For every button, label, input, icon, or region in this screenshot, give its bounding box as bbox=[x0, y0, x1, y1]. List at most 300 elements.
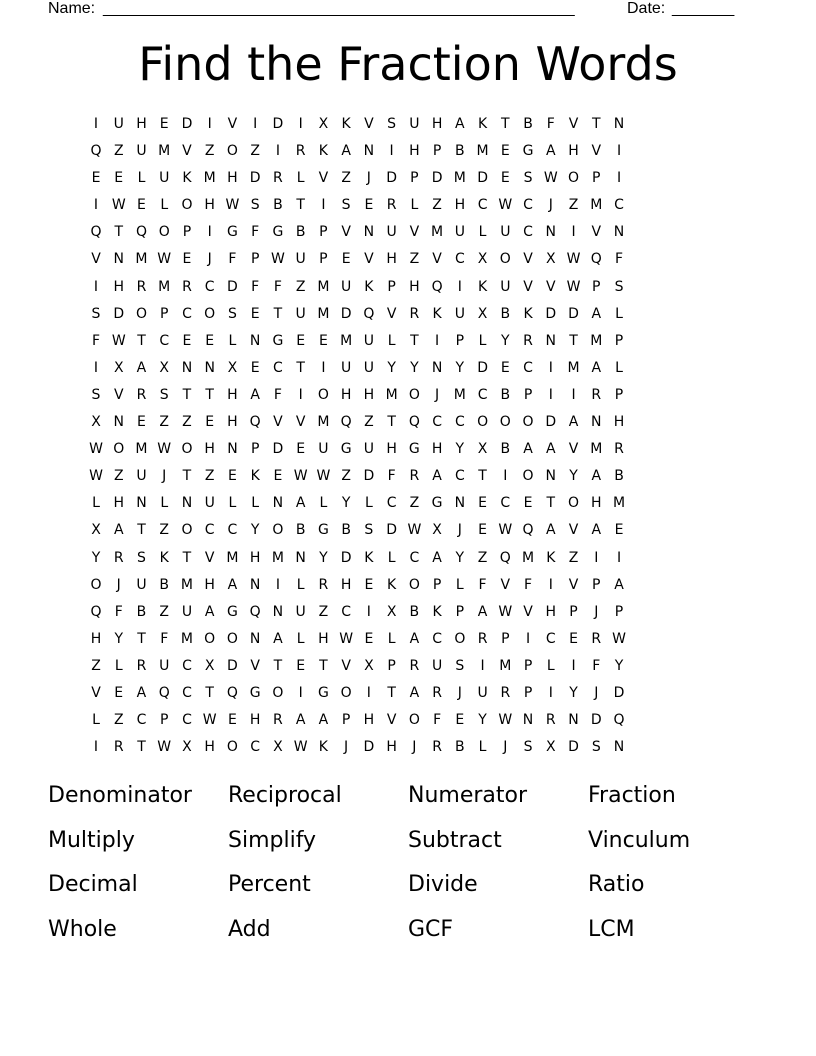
grid-letter[interactable]: X bbox=[159, 359, 170, 376]
grid-letter[interactable]: Y bbox=[455, 441, 465, 458]
grid-letter[interactable]: Z bbox=[341, 468, 351, 485]
grid-letter[interactable]: Z bbox=[295, 278, 306, 295]
grid-letter[interactable]: C bbox=[409, 549, 420, 566]
grid-letter[interactable]: I bbox=[207, 116, 212, 132]
grid-letter[interactable]: N bbox=[113, 251, 124, 268]
grid-letter[interactable]: P bbox=[319, 251, 328, 268]
grid-letter[interactable]: R bbox=[477, 630, 488, 647]
grid-letter[interactable]: A bbox=[409, 684, 420, 701]
grid-letter[interactable]: C bbox=[204, 522, 215, 539]
grid-letter[interactable]: E bbox=[182, 251, 192, 268]
grid-letter[interactable]: L bbox=[478, 739, 487, 756]
grid-letter[interactable]: H bbox=[136, 116, 147, 132]
grid-letter[interactable]: T bbox=[501, 116, 510, 132]
grid-letter[interactable]: F bbox=[387, 468, 396, 485]
grid-letter[interactable]: N bbox=[249, 576, 261, 593]
grid-letter[interactable]: P bbox=[182, 224, 192, 241]
grid-letter[interactable]: B bbox=[159, 576, 170, 593]
grid-letter[interactable]: P bbox=[387, 657, 396, 674]
grid-letter[interactable]: I bbox=[594, 549, 599, 566]
grid-letter[interactable]: T bbox=[387, 684, 396, 701]
grid-letter[interactable]: U bbox=[454, 305, 465, 322]
grid-letter[interactable]: G bbox=[272, 332, 284, 349]
grid-letter[interactable]: M bbox=[499, 657, 512, 674]
grid-letter[interactable]: N bbox=[363, 224, 375, 241]
grid-letter[interactable]: K bbox=[182, 170, 192, 187]
grid-letter[interactable]: M bbox=[271, 549, 284, 566]
grid-letter[interactable]: I bbox=[548, 576, 553, 593]
grid-letter[interactable]: T bbox=[478, 468, 487, 485]
grid-letter[interactable]: L bbox=[92, 495, 100, 512]
grid-letter[interactable]: Q bbox=[135, 224, 147, 241]
grid-letter[interactable]: S bbox=[159, 386, 169, 403]
grid-letter[interactable]: M bbox=[180, 630, 193, 647]
grid-letter[interactable]: C bbox=[341, 603, 352, 620]
grid-letter[interactable]: A bbox=[591, 468, 602, 485]
grid-letter[interactable]: J bbox=[344, 739, 349, 756]
grid-letter[interactable]: K bbox=[159, 549, 169, 566]
grid-letter[interactable]: Y bbox=[319, 549, 328, 566]
grid-letter[interactable]: C bbox=[159, 332, 170, 349]
grid-letter[interactable]: D bbox=[340, 305, 352, 322]
grid-letter[interactable]: V bbox=[568, 116, 579, 132]
grid-letter[interactable]: W bbox=[293, 468, 308, 485]
grid-letter[interactable]: B bbox=[409, 603, 420, 620]
grid-letter[interactable]: X bbox=[204, 657, 215, 674]
grid-letter[interactable]: Y bbox=[569, 684, 578, 701]
grid-letter[interactable]: C bbox=[477, 197, 488, 214]
grid-letter[interactable]: J bbox=[594, 603, 599, 620]
grid-letter[interactable]: G bbox=[272, 224, 284, 241]
grid-letter[interactable]: T bbox=[137, 332, 146, 349]
grid-letter[interactable]: B bbox=[341, 522, 351, 539]
grid-letter[interactable]: N bbox=[613, 739, 625, 756]
grid-letter[interactable]: L bbox=[364, 495, 373, 512]
grid-letter[interactable]: F bbox=[251, 278, 260, 295]
grid-letter[interactable]: N bbox=[249, 630, 261, 647]
grid-letter[interactable]: S bbox=[364, 522, 374, 539]
grid-letter[interactable]: Y bbox=[91, 549, 101, 566]
grid-letter[interactable]: V bbox=[295, 414, 306, 431]
grid-letter[interactable]: L bbox=[387, 549, 396, 566]
date-field[interactable]: _______ bbox=[672, 0, 735, 17]
grid-letter[interactable]: M bbox=[203, 170, 216, 187]
grid-letter[interactable]: W bbox=[293, 739, 308, 756]
grid-letter[interactable]: O bbox=[568, 170, 580, 187]
grid-letter[interactable]: K bbox=[387, 576, 397, 593]
grid-letter[interactable]: V bbox=[523, 603, 533, 620]
grid-letter[interactable]: D bbox=[545, 305, 557, 322]
grid-letter[interactable]: I bbox=[93, 116, 99, 132]
grid-letter[interactable]: L bbox=[160, 197, 169, 214]
grid-letter[interactable]: C bbox=[204, 278, 215, 295]
grid-letter[interactable]: E bbox=[137, 197, 146, 214]
grid-letter[interactable]: Z bbox=[113, 468, 124, 485]
grid-letter[interactable]: H bbox=[204, 739, 215, 756]
grid-letter[interactable]: B bbox=[500, 305, 511, 322]
grid-letter[interactable]: W bbox=[612, 630, 626, 647]
grid-letter[interactable]: I bbox=[93, 739, 99, 756]
grid-letter[interactable]: I bbox=[571, 657, 576, 674]
grid-letter[interactable]: Z bbox=[409, 495, 420, 512]
grid-letter[interactable]: J bbox=[503, 739, 508, 756]
grid-letter[interactable]: M bbox=[590, 441, 603, 458]
grid-letter[interactable]: D bbox=[363, 739, 375, 756]
grid-letter[interactable]: V bbox=[546, 278, 556, 295]
grid-letter[interactable]: O bbox=[477, 414, 489, 431]
grid-letter[interactable]: M bbox=[158, 143, 171, 160]
grid-letter[interactable]: T bbox=[137, 630, 146, 647]
grid-letter[interactable]: E bbox=[478, 522, 487, 539]
grid-letter[interactable]: M bbox=[476, 143, 489, 160]
grid-letter[interactable]: E bbox=[341, 251, 351, 268]
grid-letter[interactable]: M bbox=[317, 414, 330, 431]
grid-letter[interactable]: V bbox=[204, 549, 215, 566]
grid-letter[interactable]: W bbox=[157, 739, 172, 756]
grid-letter[interactable]: A bbox=[273, 630, 283, 647]
grid-letter[interactable]: O bbox=[454, 630, 466, 647]
grid-letter[interactable]: D bbox=[568, 305, 579, 322]
grid-letter[interactable]: K bbox=[477, 116, 488, 132]
grid-letter[interactable]: M bbox=[226, 549, 239, 566]
grid-letter[interactable]: X bbox=[364, 657, 374, 674]
grid-letter[interactable]: U bbox=[318, 441, 329, 458]
grid-letter[interactable]: H bbox=[454, 197, 466, 214]
grid-letter[interactable]: J bbox=[207, 251, 212, 268]
grid-letter[interactable]: Z bbox=[159, 414, 170, 431]
grid-letter[interactable]: H bbox=[204, 197, 215, 214]
grid-letter[interactable]: F bbox=[478, 576, 487, 593]
grid-letter[interactable]: O bbox=[499, 251, 511, 268]
grid-letter[interactable]: R bbox=[273, 712, 283, 729]
grid-letter[interactable]: O bbox=[499, 414, 511, 431]
grid-letter[interactable]: I bbox=[480, 657, 485, 674]
grid-letter[interactable]: Q bbox=[158, 684, 170, 701]
grid-letter[interactable]: E bbox=[455, 712, 465, 729]
grid-letter[interactable]: Q bbox=[408, 414, 420, 431]
grid-letter[interactable]: E bbox=[364, 630, 374, 647]
grid-letter[interactable]: I bbox=[366, 684, 371, 701]
grid-letter[interactable]: E bbox=[114, 170, 124, 187]
grid-letter[interactable]: D bbox=[181, 116, 193, 132]
grid-letter[interactable]: P bbox=[250, 251, 260, 268]
grid-letter[interactable]: Q bbox=[590, 251, 602, 268]
grid-letter[interactable]: H bbox=[340, 386, 352, 403]
grid-letter[interactable]: U bbox=[363, 441, 374, 458]
grid-letter[interactable]: S bbox=[250, 197, 260, 214]
grid-letter[interactable]: P bbox=[523, 684, 533, 701]
grid-letter[interactable]: M bbox=[453, 170, 466, 187]
grid-letter[interactable]: W bbox=[498, 522, 513, 539]
grid-letter[interactable]: U bbox=[295, 603, 306, 620]
grid-letter[interactable]: D bbox=[272, 116, 284, 132]
grid-letter[interactable]: I bbox=[93, 359, 99, 376]
grid-letter[interactable]: E bbox=[228, 712, 237, 729]
grid-letter[interactable]: I bbox=[298, 386, 303, 403]
grid-letter[interactable]: K bbox=[364, 549, 374, 566]
grid-letter[interactable]: M bbox=[522, 549, 535, 566]
grid-letter[interactable]: Y bbox=[387, 359, 396, 376]
grid-letter[interactable]: E bbox=[91, 170, 101, 187]
grid-letter[interactable]: V bbox=[568, 576, 579, 593]
grid-letter[interactable]: J bbox=[435, 386, 440, 403]
grid-letter[interactable]: Y bbox=[569, 468, 578, 485]
grid-letter[interactable]: F bbox=[228, 251, 237, 268]
grid-letter[interactable]: E bbox=[614, 522, 624, 539]
grid-letter[interactable]: G bbox=[522, 143, 534, 160]
grid-letter[interactable]: H bbox=[340, 576, 352, 593]
grid-letter[interactable]: E bbox=[137, 414, 146, 431]
grid-letter[interactable]: R bbox=[432, 739, 442, 756]
grid-letter[interactable]: I bbox=[298, 684, 303, 701]
grid-letter[interactable]: Z bbox=[159, 603, 170, 620]
grid-letter[interactable]: P bbox=[319, 224, 328, 241]
grid-letter[interactable]: A bbox=[250, 386, 260, 403]
grid-letter[interactable]: C bbox=[386, 495, 397, 512]
grid-letter[interactable]: R bbox=[182, 278, 192, 295]
grid-letter[interactable]: M bbox=[317, 305, 330, 322]
grid-letter[interactable]: Q bbox=[249, 603, 261, 620]
grid-letter[interactable]: D bbox=[386, 522, 397, 539]
grid-letter[interactable]: P bbox=[159, 305, 169, 322]
grid-letter[interactable]: C bbox=[523, 359, 533, 376]
grid-letter[interactable]: Q bbox=[90, 143, 102, 160]
grid-letter[interactable]: M bbox=[453, 386, 466, 403]
grid-letter[interactable]: R bbox=[136, 278, 147, 295]
grid-letter[interactable]: L bbox=[478, 332, 487, 349]
grid-letter[interactable]: H bbox=[386, 251, 397, 268]
grid-letter[interactable]: H bbox=[386, 441, 397, 458]
grid-letter[interactable]: H bbox=[227, 414, 238, 431]
grid-letter[interactable]: Q bbox=[431, 278, 443, 295]
grid-letter[interactable]: I bbox=[435, 332, 440, 349]
grid-letter[interactable]: Z bbox=[432, 197, 442, 214]
grid-letter[interactable]: H bbox=[431, 441, 443, 458]
grid-letter[interactable]: L bbox=[296, 630, 305, 647]
grid-letter[interactable]: A bbox=[455, 116, 465, 132]
grid-letter[interactable]: H bbox=[249, 712, 261, 729]
grid-letter[interactable]: J bbox=[162, 468, 167, 485]
grid-letter[interactable]: R bbox=[591, 630, 602, 647]
grid-letter[interactable]: A bbox=[591, 305, 602, 322]
grid-letter[interactable]: W bbox=[202, 712, 217, 729]
grid-letter[interactable]: S bbox=[523, 739, 533, 756]
grid-letter[interactable]: F bbox=[546, 116, 555, 132]
grid-letter[interactable]: O bbox=[226, 143, 238, 160]
grid-letter[interactable]: X bbox=[273, 739, 283, 756]
grid-letter[interactable]: I bbox=[548, 359, 553, 376]
grid-letter[interactable]: O bbox=[181, 441, 193, 458]
grid-letter[interactable]: N bbox=[431, 359, 443, 376]
grid-letter[interactable]: F bbox=[524, 576, 533, 593]
grid-letter[interactable]: U bbox=[159, 657, 170, 674]
grid-letter[interactable]: A bbox=[523, 441, 533, 458]
grid-letter[interactable]: H bbox=[431, 116, 443, 132]
grid-letter[interactable]: R bbox=[545, 712, 556, 729]
grid-letter[interactable]: L bbox=[546, 657, 555, 674]
grid-letter[interactable]: N bbox=[249, 332, 261, 349]
grid-letter[interactable]: J bbox=[594, 684, 599, 701]
grid-letter[interactable]: R bbox=[409, 305, 420, 322]
grid-letter[interactable]: K bbox=[432, 603, 442, 620]
grid-letter[interactable]: D bbox=[363, 468, 375, 485]
grid-letter[interactable]: Y bbox=[455, 549, 465, 566]
grid-letter[interactable]: B bbox=[523, 116, 533, 132]
grid-letter[interactable]: A bbox=[568, 414, 579, 431]
grid-letter[interactable]: Y bbox=[478, 712, 487, 729]
grid-letter[interactable]: E bbox=[296, 441, 306, 458]
grid-letter[interactable]: A bbox=[409, 630, 420, 647]
grid-letter[interactable]: V bbox=[341, 657, 351, 674]
grid-letter[interactable]: U bbox=[204, 495, 215, 512]
grid-letter[interactable]: Z bbox=[409, 251, 420, 268]
grid-letter[interactable]: W bbox=[111, 197, 126, 214]
grid-letter[interactable]: G bbox=[249, 684, 261, 701]
grid-letter[interactable]: N bbox=[181, 495, 193, 512]
grid-letter[interactable]: N bbox=[591, 414, 602, 431]
grid-letter[interactable]: X bbox=[477, 441, 488, 458]
grid-letter[interactable]: L bbox=[251, 495, 260, 512]
grid-letter[interactable]: R bbox=[591, 386, 602, 403]
grid-letter[interactable]: C bbox=[454, 468, 465, 485]
grid-letter[interactable]: H bbox=[113, 495, 124, 512]
grid-letter[interactable]: I bbox=[503, 468, 508, 485]
grid-letter[interactable]: U bbox=[454, 224, 465, 241]
grid-letter[interactable]: H bbox=[409, 278, 420, 295]
grid-letter[interactable]: N bbox=[295, 549, 306, 566]
grid-letter[interactable]: Y bbox=[114, 630, 124, 647]
grid-letter[interactable]: P bbox=[592, 278, 601, 295]
grid-letter[interactable]: P bbox=[592, 170, 601, 187]
grid-letter[interactable]: T bbox=[114, 224, 124, 241]
grid-letter[interactable]: J bbox=[116, 576, 121, 593]
grid-letter[interactable]: Z bbox=[91, 657, 101, 674]
grid-letter[interactable]: O bbox=[568, 495, 580, 512]
grid-letter[interactable]: A bbox=[591, 522, 602, 539]
grid-letter[interactable]: G bbox=[317, 522, 329, 539]
grid-letter[interactable]: S bbox=[455, 657, 465, 674]
grid-letter[interactable]: Z bbox=[113, 712, 124, 729]
grid-letter[interactable]: W bbox=[498, 197, 513, 214]
grid-letter[interactable]: U bbox=[363, 359, 374, 376]
grid-letter[interactable]: D bbox=[431, 170, 443, 187]
grid-letter[interactable]: V bbox=[523, 278, 533, 295]
grid-letter[interactable]: E bbox=[318, 332, 328, 349]
grid-letter[interactable]: S bbox=[591, 739, 601, 756]
grid-letter[interactable]: J bbox=[412, 739, 417, 756]
grid-letter[interactable]: C bbox=[523, 224, 533, 241]
grid-letter[interactable]: V bbox=[364, 116, 374, 132]
grid-letter[interactable]: D bbox=[613, 684, 625, 701]
grid-letter[interactable]: A bbox=[204, 603, 215, 620]
grid-letter[interactable]: V bbox=[113, 386, 124, 403]
grid-letter[interactable]: T bbox=[137, 739, 146, 756]
grid-letter[interactable]: E bbox=[228, 468, 237, 485]
grid-letter[interactable]: G bbox=[340, 441, 352, 458]
grid-letter[interactable]: P bbox=[432, 576, 442, 593]
grid-letter[interactable]: W bbox=[498, 712, 513, 729]
grid-letter[interactable]: U bbox=[341, 278, 352, 295]
grid-letter[interactable]: V bbox=[386, 305, 397, 322]
grid-letter[interactable]: E bbox=[182, 332, 192, 349]
grid-letter[interactable]: S bbox=[387, 116, 397, 132]
grid-letter[interactable]: B bbox=[455, 143, 465, 160]
grid-letter[interactable]: E bbox=[364, 197, 374, 214]
grid-letter[interactable]: V bbox=[91, 251, 101, 268]
grid-letter[interactable]: E bbox=[500, 359, 510, 376]
grid-letter[interactable]: R bbox=[136, 657, 147, 674]
grid-letter[interactable]: S bbox=[91, 386, 101, 403]
grid-letter[interactable]: S bbox=[227, 305, 237, 322]
grid-letter[interactable]: H bbox=[90, 630, 102, 647]
grid-letter[interactable]: C bbox=[182, 684, 192, 701]
grid-letter[interactable]: S bbox=[341, 197, 351, 214]
grid-letter[interactable]: E bbox=[114, 684, 124, 701]
grid-letter[interactable]: F bbox=[273, 278, 282, 295]
grid-letter[interactable]: N bbox=[568, 712, 579, 729]
grid-letter[interactable]: A bbox=[136, 359, 147, 376]
grid-letter[interactable]: I bbox=[275, 143, 280, 160]
grid-letter[interactable]: P bbox=[614, 603, 624, 620]
grid-letter[interactable]: U bbox=[295, 305, 306, 322]
grid-letter[interactable]: Z bbox=[568, 549, 579, 566]
grid-letter[interactable]: E bbox=[250, 305, 260, 322]
grid-letter[interactable]: L bbox=[160, 495, 169, 512]
grid-letter[interactable]: Q bbox=[522, 522, 534, 539]
grid-letter[interactable]: F bbox=[91, 332, 101, 349]
grid-letter[interactable]: V bbox=[523, 251, 533, 268]
grid-letter[interactable]: X bbox=[432, 522, 442, 539]
grid-letter[interactable]: H bbox=[249, 549, 261, 566]
grid-letter[interactable]: I bbox=[321, 359, 326, 376]
grid-letter[interactable]: X bbox=[546, 739, 556, 756]
grid-letter[interactable]: Q bbox=[90, 603, 102, 620]
grid-letter[interactable]: V bbox=[318, 170, 329, 187]
grid-letter[interactable]: H bbox=[363, 712, 375, 729]
grid-letter[interactable]: C bbox=[182, 712, 192, 729]
grid-letter[interactable]: P bbox=[455, 332, 465, 349]
grid-letter[interactable]: N bbox=[613, 116, 625, 132]
grid-letter[interactable]: D bbox=[590, 712, 602, 729]
grid-letter[interactable]: I bbox=[616, 143, 622, 160]
grid-letter[interactable]: K bbox=[523, 305, 533, 322]
grid-letter[interactable]: U bbox=[295, 251, 306, 268]
grid-letter[interactable]: E bbox=[523, 495, 533, 512]
grid-letter[interactable]: H bbox=[318, 630, 329, 647]
grid-letter[interactable]: F bbox=[592, 657, 601, 674]
grid-letter[interactable]: L bbox=[387, 630, 396, 647]
grid-letter[interactable]: O bbox=[272, 522, 284, 539]
grid-letter[interactable]: H bbox=[591, 495, 602, 512]
grid-letter[interactable]: Z bbox=[364, 414, 374, 431]
grid-letter[interactable]: W bbox=[407, 522, 422, 539]
grid-letter[interactable]: U bbox=[500, 278, 511, 295]
grid-letter[interactable]: H bbox=[568, 143, 579, 160]
grid-letter[interactable]: W bbox=[316, 468, 331, 485]
grid-letter[interactable]: U bbox=[113, 116, 124, 132]
grid-letter[interactable]: O bbox=[226, 739, 238, 756]
grid-letter[interactable]: U bbox=[363, 332, 374, 349]
grid-letter[interactable]: W bbox=[566, 278, 581, 295]
grid-letter[interactable]: P bbox=[501, 630, 510, 647]
grid-letter[interactable]: R bbox=[136, 386, 147, 403]
grid-letter[interactable]: Z bbox=[159, 522, 170, 539]
grid-letter[interactable]: W bbox=[543, 170, 558, 187]
grid-letter[interactable]: O bbox=[204, 630, 216, 647]
grid-letter[interactable]: B bbox=[455, 739, 465, 756]
grid-letter[interactable]: X bbox=[546, 251, 556, 268]
grid-letter[interactable]: D bbox=[227, 278, 238, 295]
